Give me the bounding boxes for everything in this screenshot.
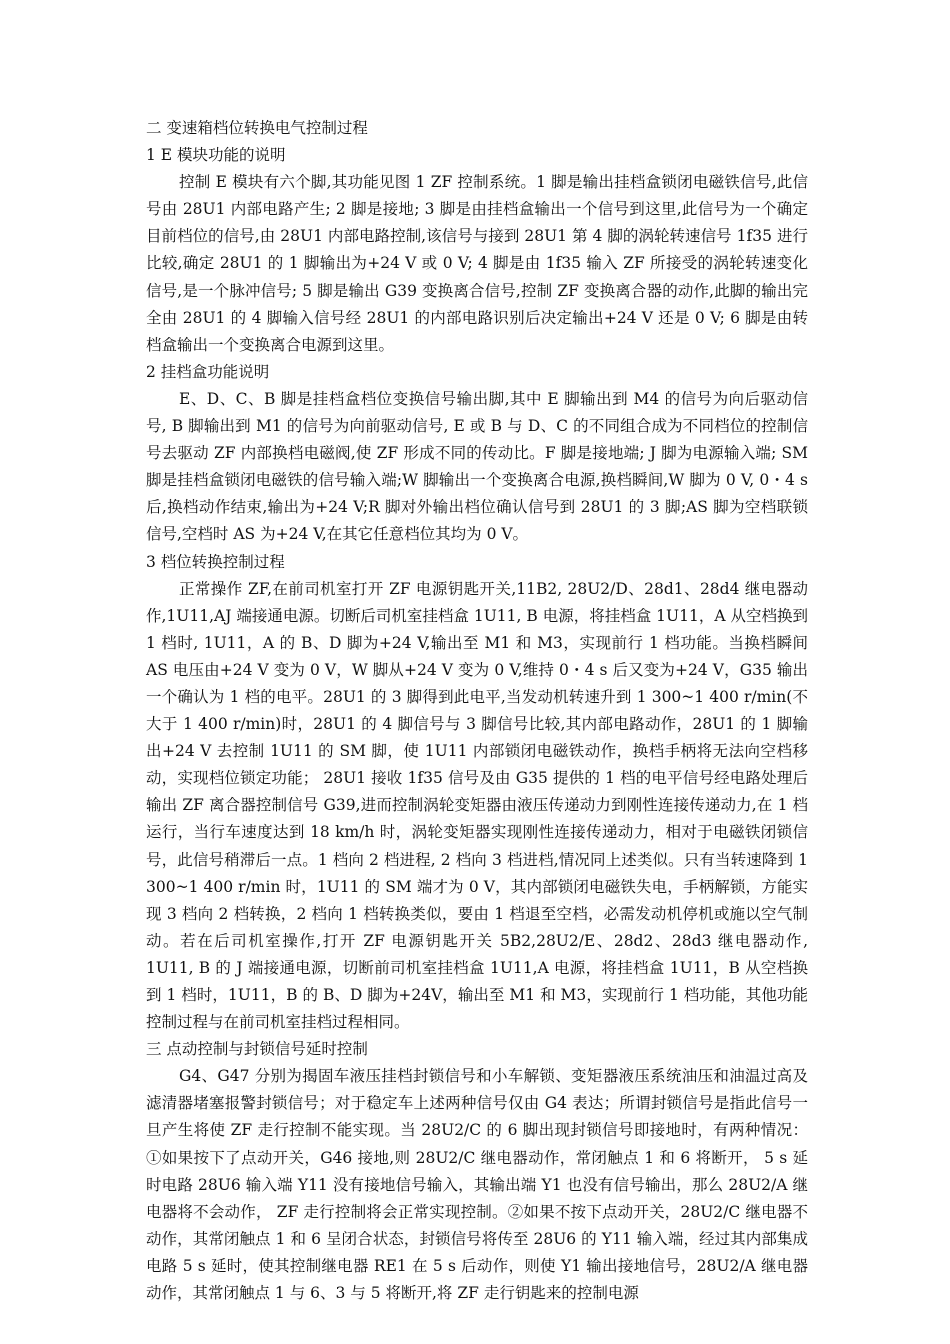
document-page — [146, 115, 808, 1307]
subsection-1-heading: 1 E 模块功能的说明 — [146, 146, 286, 165]
gear-box-paragraph: E、D、C、B 脚是挂档盒档位变换信号输出脚,其中 E 脚输出到 M4 的信号为向后驱动信号, B 脚输出到 M1 的信号为向前驱动信号, E 或 B 与 D、C 的不同组合成为不同档位的控制信号去驱动 ZF 内部换档电磁阀,使 ZF 形成不同的传动比。F 脚是接地端; J 脚为电源输入端; SM 脚是挂档盒锁闭电磁铁的信号输入端;W 脚输出一个变换离合电源,换档瞬间,W 脚为 0 V, 0・4 s 后,换档动作结束,输出为+24 V;R 脚对外输出档位确认信号到 28U1 的 3 脚;AS 脚为空档联锁信号,空档时 AS 为+24 V,在其它任意档位其均为 0 V。 — [146, 389, 808, 544]
inching-control-paragraph: G4、G47 分别为揭固车液压挂档封锁信号和小车解锁、变矩器液压系统油压和油温过高及滤清器堵塞报警封锁信号；对于稳定车上述两种信号仅由 G4 表达；所谓封锁信号是指此信号一旦产生将使 ZF 走行控制不能实现。当 28U2/C 的 6 脚出现封锁信号即接地时，有两种情况：①如果按下了点动开关，G46 接地,则 28U2/C 继电器动作，常闭触点 1 和 6 将断开， 5 s 延时电路 28U6 输入端 Y11 没有接地信号输入，其输出端 Y1 也没有信号输出，那么 28U2/A 继电器将不会动作， ZF 走行控制将会正常实现控制。②如果不按下点动开关，28U2/C 继电器不动作，其常闭触点 1 和 6 呈闭合状态，封锁信号将传至 28U6 的 Y11 输入端，经过其内部集成电路 5 s 延时，使其控制继电器 RE1 在 5 s 后动作，则使 Y1 输出接地信号，28U2/A 继电器动作，其常闭触点 1 与 6、3 与 5 将断开,将 ZF 走行钥匙来的控制电源 — [146, 1067, 808, 1303]
section-2-heading: 二 变速箱档位转换电气控制过程 — [146, 119, 368, 137]
gear-shift-paragraph: 正常操作 ZF,在前司机室打开 ZF 电源钥匙开关,11B2, 28U2/D、28d1、28d4 继电器动作,1U11,AJ 端接通电源。切断后司机室挂档盒 1U11, B 电源，将挂档盒 1U11，A 从空档换到 1 档时, 1U11，A 的 B、D 脚为+24 V,输出至 M1 和 M3，实现前行 1 档功能。当换档瞬间 AS 电压由+24 V 变为 0 V，W 脚从+24 V 变为 0 V,维持 0・4 s 后又变为+24 V，G35 输出一个确认为 1 档的电平。28U1 的 3 脚得到此电平,当发动机转速升到 1 300~1 400 r/min(不大于 1 400 r/min)时，28U1 的 4 脚信号与 3 脚信号比较,其内部电路动作，28U1 的 1 脚输出+24 V 去控制 1U11 的 SM 脚，使 1U11 内部锁闭电磁铁动作，换档手柄将无法向空档移动，实现档位锁定功能； 28U1 接收 1f35 信号及由 G35 提供的 1 档的电平信号经电路处理后输出 ZF 离合器控制信号 G39,进而控制涡轮变矩器由液压传递动力到刚性连接传递动力,在 1 档运行，当行车速度达到 18 km/h 时，涡轮变矩器实现刚性连接传递动力，相对于电磁铁闭锁信号，此信号稍滞后一点。1 档向 2 档进程, 2 档向 3 档进档,情况同上述类似。只有当转速降到 1 300~1 400 r/min 时，1U11 的 SM 端才为 0 V，其内部锁闭电磁铁失电，手柄解锁，方能实现 3 档向 2 档转换，2 档向 1 档转换类似，要由 1 档退至空档，必需发动机停机或施以空气制动。若在后司机室操作,打开 ZF 电源钥匙开关 5B2,28U2/E、28d2、28d3 继电器动作, 1U11, B 的 J 端接通电源，切断前司机室挂档盒 1U11,A 电源，将挂档盒 1U11，B 从空档换到 1 档时，1U11，B 的 B、D 脚为+24V，输出至 M1 和 M3，实现前行 1 档功能，其他功能控制过程与在前司机室挂档过程相同。 — [146, 579, 808, 1032]
subsection-2-heading: 2 挂档盒功能说明 — [146, 362, 270, 381]
e-module-paragraph: 控制 E 模块有六个脚,其功能见图 1 ZF 控制系统。1 脚是输出挂档盒锁闭电磁铁信号,此信号由 28U1 内部电路产生; 2 脚是接地; 3 脚是由挂档盒输出一个信号到这里,此信号为一个确定目前档位的信号,由 28U1 内部电路控制,该信号与接到 28U1 第 4 脚的涡轮转速信号 1f35 进行比较,确定 28U1 的 1 脚输出为+24 V 或 0 V; 4 脚是由 1f35 输入 ZF 所接受的涡轮转速变化信号,是一个脉冲信号; 5 脚是输出 G39 变换离合信号,控制 ZF 变换离合器的动作,此脚的输出完全由 28U1 的 4 脚输入信号经 28U1 的内部电路识别后决定输出+24 V 还是 0 V; 6 脚是由转档盒输出一个变换离合电源到这里。 — [146, 173, 808, 354]
subsection-3-heading: 3 档位转换控制过程 — [146, 552, 285, 571]
section-3-heading: 三 点动控制与封锁信号延时控制 — [146, 1040, 368, 1059]
